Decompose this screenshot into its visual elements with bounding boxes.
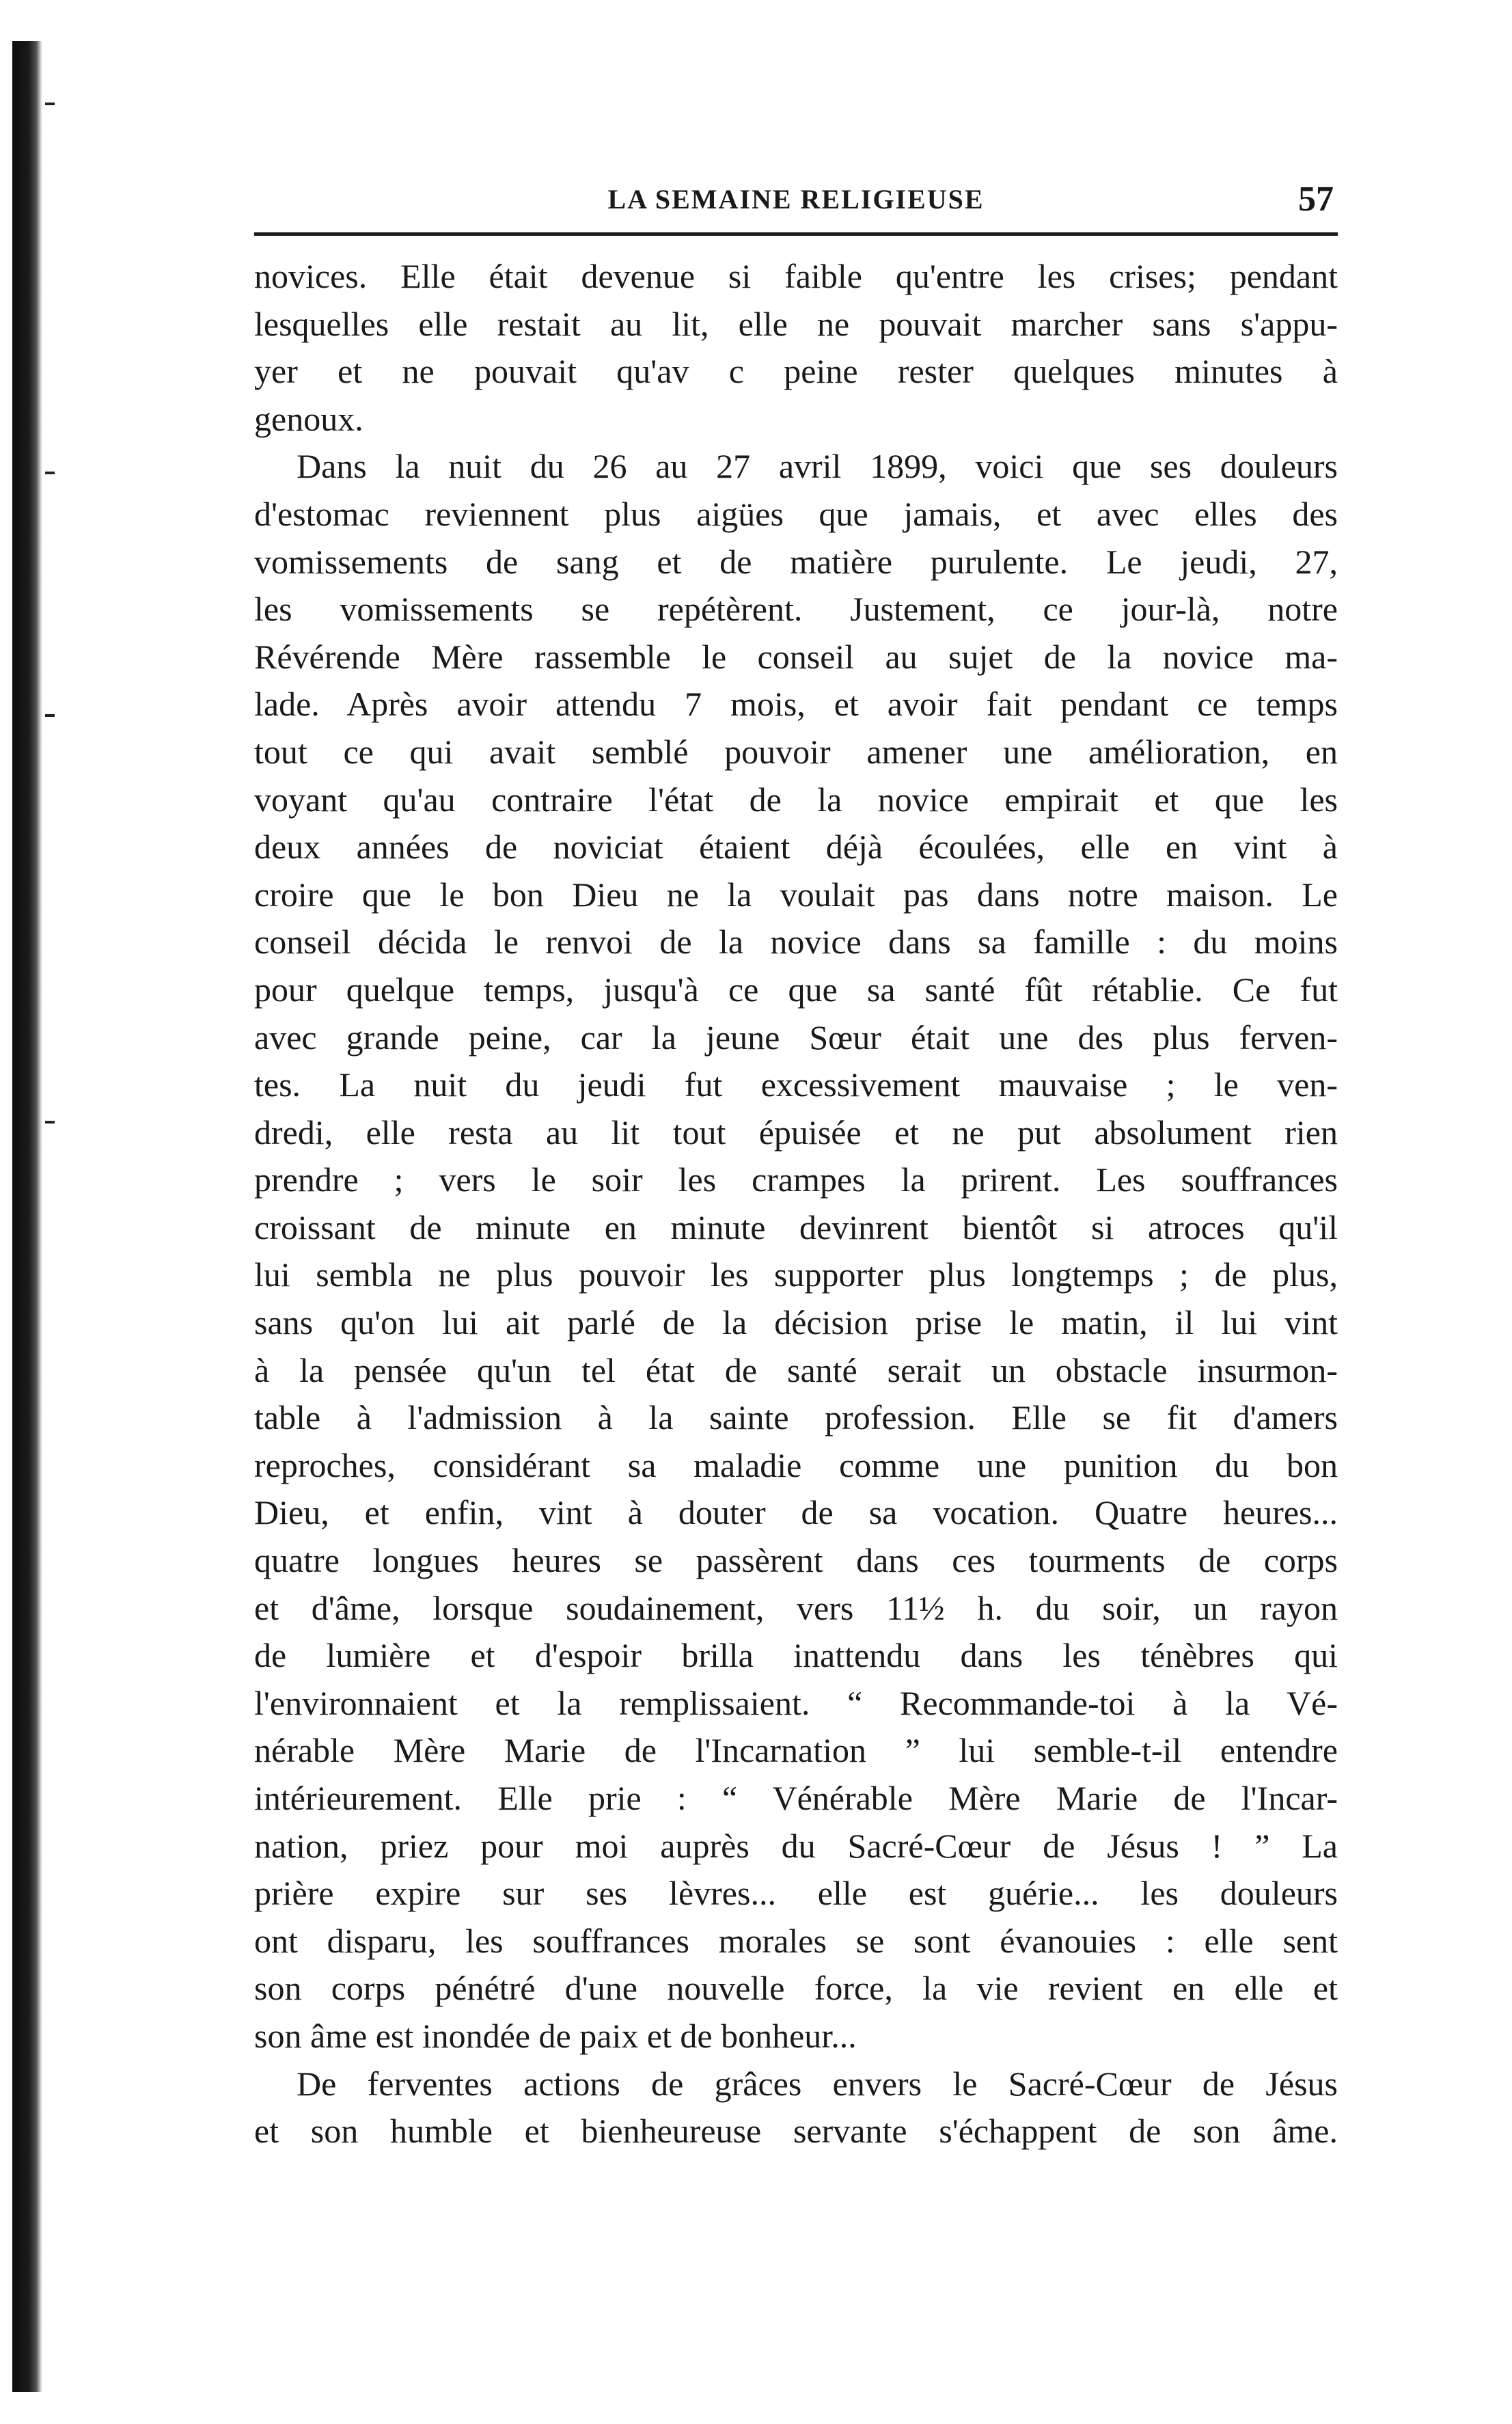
text-line: Dieu, et enfin, vint à douter de sa vocation. Quatre heures... (254, 1493, 1338, 1532)
text-line: son âme est inondée de paix et de bonheur... (254, 2016, 857, 2055)
text-line: conseil décida le renvoi de la novice dans sa famille : du moins (254, 923, 1338, 962)
text-line: l'environnaient et la remplissaient. “ Recommande-toi à la Vé- (254, 1683, 1338, 1722)
text-line: lui sembla ne plus pouvoir les supporter plus longtemps ; de plus, (254, 1255, 1338, 1294)
text-line: avec grande peine, car la jeune Sœur était une des plus ferven- (254, 1018, 1338, 1057)
text-line: lade. Après avoir attendu 7 mois, et avoir fait pendant ce temps (254, 685, 1338, 724)
text-line: et son humble et bienheureuse servante s'échappent de son âme. (254, 2112, 1338, 2151)
text-line: novices. Elle était devenue si faible qu'entre les crises; pendant (254, 257, 1338, 295)
page-header (254, 179, 1338, 220)
text-line: genoux. (254, 399, 363, 438)
binding-mark (45, 714, 55, 717)
text-line: sans qu'on lui ait parlé de la décision prise le matin, il lui vint (254, 1303, 1338, 1342)
text-line: tout ce qui avait semblé pouvoir amener une amélioration, en (254, 732, 1338, 771)
text-line: Dans la nuit du 26 au 27 avril 1899, voici que ses douleurs (297, 447, 1338, 486)
text-line: de lumière et d'espoir brilla inattendu dans les ténèbres qui (254, 1636, 1338, 1675)
text-line: vomissements de sang et de matière purulente. Le jeudi, 27, (254, 542, 1338, 581)
binding-edge (12, 41, 42, 2392)
binding-mark (45, 472, 55, 474)
text-line: deux années de noviciat étaient déjà écoulées, elle en vint à (254, 828, 1338, 867)
page-number: 57 (1298, 180, 1334, 219)
text-line: pour quelque temps, jusqu'à ce que sa santé fût rétablie. Ce fut (254, 970, 1338, 1009)
text-line: De ferventes actions de grâces envers le Sacré-Cœur de Jésus (297, 2064, 1338, 2103)
text-line: dredi, elle resta au lit tout épuisée et ne put absolument rien (254, 1113, 1338, 1152)
text-line: d'estomac reviennent plus aigües que jamais, et avec elles des (254, 494, 1338, 533)
header-rule (254, 232, 1338, 236)
text-line: prendre ; vers le soir les crampes la prirent. Les souffrances (254, 1160, 1338, 1199)
text-line: nérable Mère Marie de l'Incarnation ” lui semble-t-il entendre (254, 1731, 1338, 1770)
text-line: lesquelles elle restait au lit, elle ne pouvait marcher sans s'appu- (254, 304, 1338, 343)
text-line: prière expire sur ses lèvres... elle est guérie... les douleurs (254, 1874, 1338, 1913)
text-line: son corps pénétré d'une nouvelle force, la vie revient en elle et (254, 1969, 1338, 2008)
text-line: les vomissements se repétèrent. Justement, ce jour-là, notre (254, 590, 1338, 629)
text-line: table à l'admission à la sainte profession. Elle se fit d'amers (254, 1398, 1338, 1437)
text-line: croire que le bon Dieu ne la voulait pas dans notre maison. Le (254, 875, 1338, 914)
text-line: à la pensée qu'un tel état de santé serait un obstacle insurmon- (254, 1350, 1338, 1389)
text-line: yer et ne pouvait qu'av c peine rester quelques minutes à (254, 352, 1338, 391)
text-line: croissant de minute en minute devinrent bientôt si atroces qu'il (254, 1208, 1338, 1247)
text-line: ont disparu, les souffrances morales se sont évanouies : elle sent (254, 1921, 1338, 1960)
text-line: tes. La nuit du jeudi fut excessivement mauvaise ; le ven- (254, 1065, 1338, 1104)
body-text (254, 253, 1338, 2155)
text-line: Révérende Mère rassemble le conseil au sujet de la novice ma- (254, 637, 1338, 676)
binding-mark (45, 103, 55, 105)
text-line: reproches, considérant sa maladie comme une punition du bon (254, 1445, 1338, 1484)
text-line: intérieurement. Elle prie : “ Vénérable Mère Marie de l'Incar- (254, 1779, 1338, 1817)
running-title: LA SEMAINE RELIGIEUSE (607, 184, 985, 215)
text-line: nation, priez pour moi auprès du Sacré-Cœur de Jésus ! ” La (254, 1826, 1338, 1865)
binding-mark (45, 1121, 55, 1124)
text-line: voyant qu'au contraire l'état de la novice empirait et que les (254, 780, 1338, 819)
text-line: quatre longues heures se passèrent dans ces tourments de corps (254, 1541, 1338, 1580)
text-line: et d'âme, lorsque soudainement, vers 11½ h. du soir, un rayon (254, 1588, 1338, 1627)
